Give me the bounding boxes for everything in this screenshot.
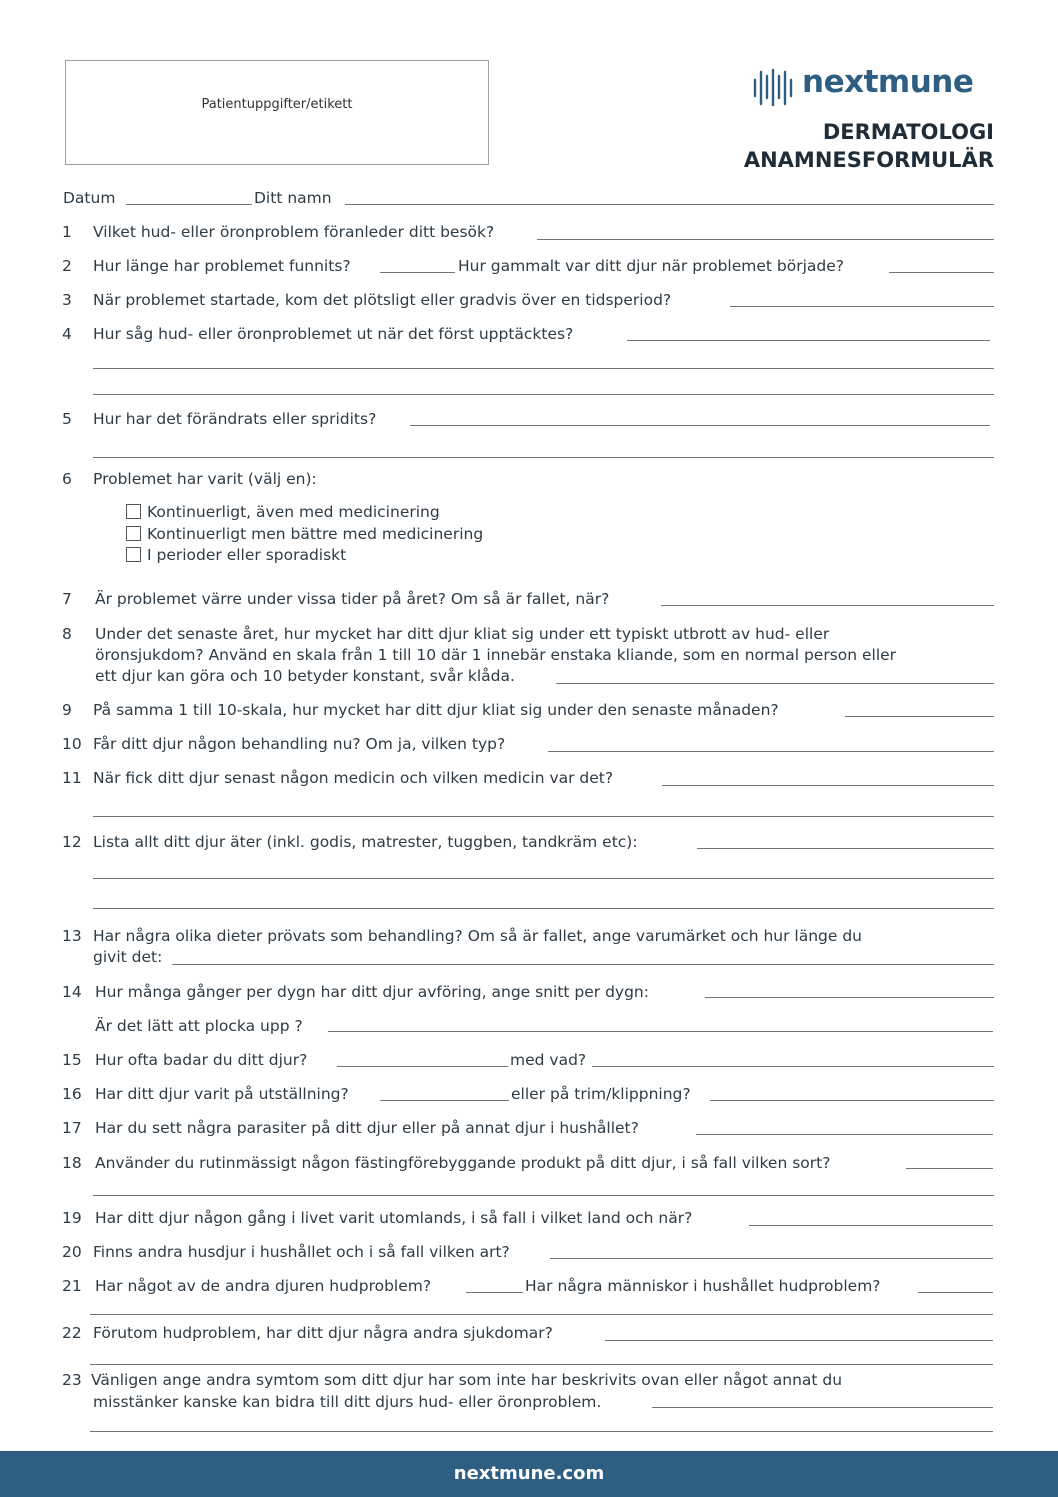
question-number: 15 — [62, 1051, 82, 1069]
answer-line[interactable] — [661, 605, 994, 606]
option-item[interactable] — [126, 545, 483, 567]
answer-line[interactable] — [705, 997, 994, 998]
question-text: När problemet startade, kom det plötsligt eller gradvis över en tidsperiod? — [93, 291, 672, 309]
question-number: 10 — [62, 735, 82, 753]
answer-line[interactable] — [93, 816, 994, 817]
question-text: misstänker kanske kan bidra till ditt djurs hud- eller öronproblem. — [93, 1393, 602, 1411]
question-text: Har några människor i hushållet hudproblem? — [525, 1277, 881, 1295]
answer-line[interactable] — [906, 1168, 993, 1169]
answer-line[interactable] — [380, 1100, 509, 1101]
question-number: 7 — [62, 590, 72, 608]
title-line-1: DERMATOLOGI — [822, 120, 994, 144]
question-text: öronsjukdom? Använd en skala från 1 till 10 där 1 innebär enstaka kliande, som en normal person eller — [95, 646, 897, 664]
question-text: Under det senaste året, hur mycket har ditt djur kliat sig under ett typiskt utbrott av hud- eller — [95, 625, 830, 643]
answer-line[interactable] — [93, 908, 994, 909]
brand-logo — [752, 64, 997, 106]
question-text: Har ditt djur någon gång i livet varit utomlands, i så fall i vilket land och när? — [95, 1209, 693, 1227]
answer-line[interactable] — [889, 272, 994, 273]
answer-line[interactable] — [605, 1340, 993, 1341]
option-item[interactable] — [126, 502, 483, 524]
question-number: 6 — [62, 470, 72, 488]
answer-line[interactable] — [380, 272, 455, 273]
question-number: 21 — [62, 1277, 82, 1295]
question-number: 4 — [62, 325, 72, 343]
question-text: Vänligen ange andra symtom som ditt djur har som inte har beskrivits ovan eller något annat du — [91, 1371, 843, 1389]
question-text: Har något av de andra djuren hudproblem? — [95, 1277, 432, 1295]
question-number: 17 — [62, 1119, 82, 1137]
answer-line[interactable] — [918, 1292, 993, 1293]
question-text: eller på trim/klippning? — [511, 1085, 691, 1103]
answer-line[interactable] — [592, 1066, 994, 1067]
answer-line[interactable] — [337, 1066, 508, 1067]
option-label: Kontinuerligt men bättre med medicinering — [147, 524, 484, 543]
brand-logo-text: nextmune — [802, 64, 974, 100]
question-number: 20 — [62, 1243, 82, 1261]
name-field[interactable] — [345, 204, 994, 205]
patient-label-box[interactable] — [65, 60, 489, 165]
title-line-2: ANAMNESFORMULÄR — [743, 148, 994, 172]
answer-line[interactable] — [662, 785, 994, 786]
answer-line[interactable] — [93, 394, 994, 395]
footer-url[interactable]: nextmune.com — [453, 1463, 605, 1484]
answer-line[interactable] — [845, 716, 994, 717]
question-text: med vad? — [510, 1051, 587, 1069]
answer-line[interactable] — [697, 848, 994, 849]
question-text: givit det: — [93, 948, 163, 966]
name-label: Ditt namn — [254, 189, 332, 207]
question-text: ett djur kan göra och 10 betyder konstant, svår klåda. — [95, 667, 515, 685]
question-text: Hur har det förändrats eller spridits? — [93, 410, 377, 428]
brand-mark-icon — [752, 68, 794, 106]
question-text: Hur länge har problemet funnits? — [93, 257, 351, 275]
question-number: 11 — [62, 769, 82, 787]
answer-line[interactable] — [730, 306, 994, 307]
question-text: Vilket hud- eller öronproblem föranleder ditt besök? — [93, 223, 495, 241]
question-number: 8 — [62, 625, 72, 643]
checkbox[interactable] — [126, 526, 141, 541]
question-number: 5 — [62, 410, 72, 428]
checkbox[interactable] — [126, 504, 141, 519]
option-label: Kontinuerligt, även med medicinering — [147, 503, 440, 521]
question-number: 12 — [62, 833, 82, 851]
question-number: 23 — [62, 1371, 82, 1389]
answer-line[interactable] — [537, 239, 994, 240]
option-list — [126, 502, 483, 567]
option-label: I perioder eller sporadiskt — [147, 546, 347, 564]
question-number: 18 — [62, 1154, 82, 1172]
question-text: Hur många gånger per dygn har ditt djur avföring, ange snitt per dygn: — [95, 983, 649, 1001]
document-title — [744, 118, 994, 174]
answer-line[interactable] — [627, 340, 990, 341]
answer-line[interactable] — [93, 1195, 994, 1196]
question-number: 3 — [62, 291, 72, 309]
answer-line[interactable] — [410, 425, 990, 426]
answer-line[interactable] — [90, 1364, 993, 1365]
question-text: På samma 1 till 10-skala, hur mycket har ditt djur kliat sig under den senaste månaden? — [93, 701, 779, 719]
answer-line[interactable] — [652, 1407, 993, 1408]
answer-line[interactable] — [93, 457, 994, 458]
question-text: Får ditt djur någon behandling nu? Om ja, vilken typ? — [93, 735, 506, 753]
question-number: 9 — [62, 701, 72, 719]
question-text: Använder du rutinmässigt någon fästingförebyggande produkt på ditt djur, i så fall vilken sort? — [95, 1154, 831, 1172]
answer-line[interactable] — [696, 1134, 993, 1135]
question-number: 22 — [62, 1324, 82, 1342]
question-text: Har du sett några parasiter på ditt djur eller på annat djur i hushållet? — [95, 1119, 639, 1137]
answer-line[interactable] — [556, 683, 994, 684]
answer-line[interactable] — [93, 368, 994, 369]
answer-line[interactable] — [548, 751, 994, 752]
answer-line[interactable] — [328, 1031, 993, 1032]
answer-line[interactable] — [550, 1258, 993, 1259]
question-text: Har några olika dieter prövats som behandling? Om så är fallet, ange varumärket och hur länge du — [93, 927, 862, 945]
question-text: Hur såg hud- eller öronproblemet ut när det först upptäcktes? — [93, 325, 574, 343]
answer-line[interactable] — [749, 1225, 993, 1226]
answer-line[interactable] — [93, 878, 994, 879]
answer-line[interactable] — [172, 964, 994, 965]
footer-bar — [0, 1451, 1058, 1497]
option-item[interactable] — [126, 524, 483, 546]
question-text: Hur gammalt var ditt djur när problemet började? — [458, 257, 844, 275]
question-text: Lista allt ditt djur äter (inkl. godis, matrester, tuggben, tandkräm etc): — [93, 833, 638, 851]
question-text: Finns andra husdjur i hushållet och i så fall vilken art? — [93, 1243, 510, 1261]
question-number: 2 — [62, 257, 72, 275]
question-subtext: Är det lätt att plocka upp ? — [95, 1017, 303, 1035]
question-number: 1 — [62, 223, 72, 241]
question-text: Är problemet värre under vissa tider på året? Om så är fallet, när? — [95, 590, 610, 608]
question-number: 13 — [62, 927, 82, 945]
question-number: 14 — [62, 983, 82, 1001]
answer-line[interactable] — [90, 1314, 993, 1315]
patient-label-text: Patientuppgifter/etikett — [201, 97, 353, 112]
date-label: Datum — [63, 189, 116, 207]
question-text: Problemet har varit (välj en): — [93, 470, 317, 488]
answer-line[interactable] — [90, 1431, 993, 1432]
question-text: Har ditt djur varit på utställning? — [95, 1085, 349, 1103]
question-number: 16 — [62, 1085, 82, 1103]
answer-line[interactable] — [466, 1292, 523, 1293]
answer-line[interactable] — [710, 1100, 994, 1101]
question-text: Hur ofta badar du ditt djur? — [95, 1051, 308, 1069]
question-text: Förutom hudproblem, har ditt djur några andra sjukdomar? — [93, 1324, 553, 1342]
checkbox[interactable] — [126, 547, 141, 562]
date-field[interactable] — [126, 204, 252, 205]
question-number: 19 — [62, 1209, 82, 1227]
question-text: När fick ditt djur senast någon medicin och vilken medicin var det? — [93, 769, 614, 787]
